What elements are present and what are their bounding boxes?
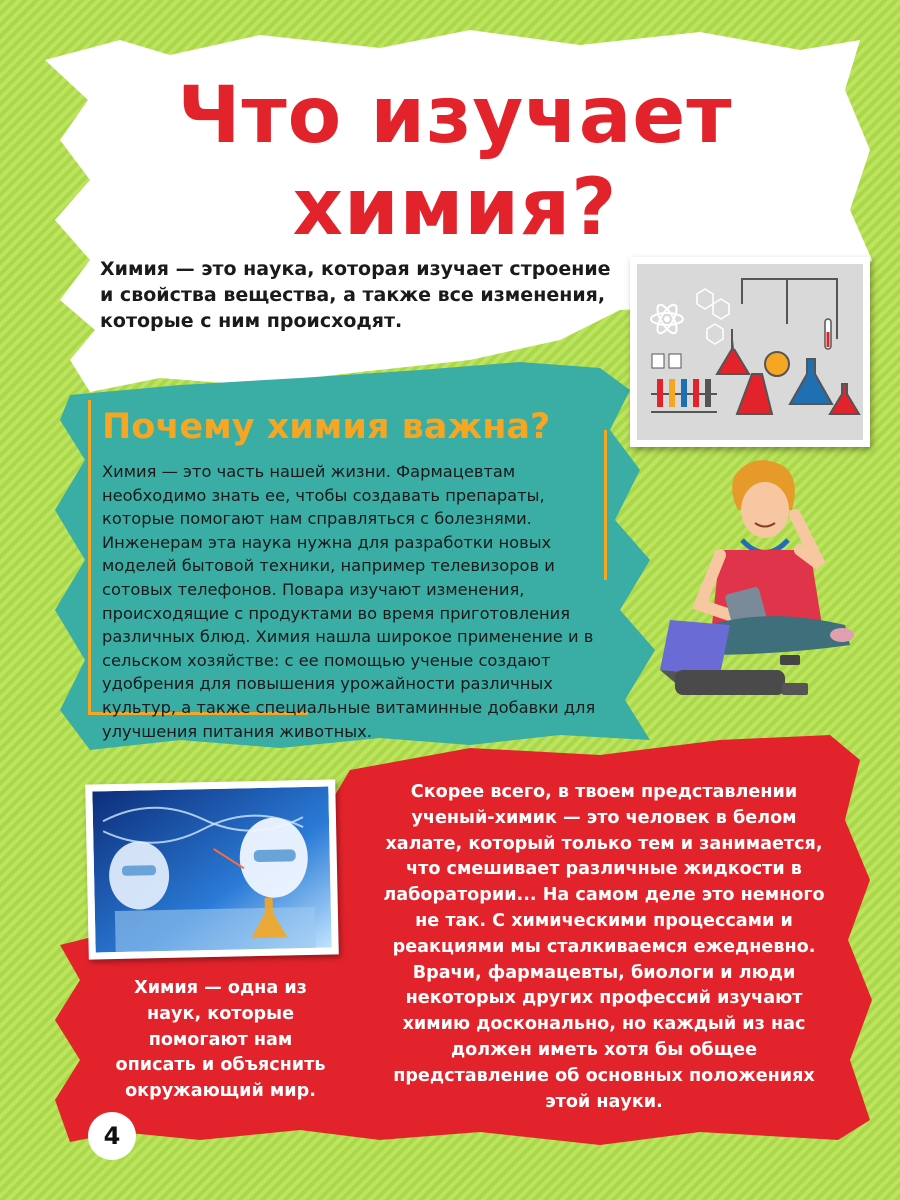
title-line-1: Что изучает — [177, 71, 733, 161]
lab-illustration-card — [630, 257, 870, 447]
title-line-2: химия? — [292, 163, 618, 253]
section-heading: Почему химия важна? — [102, 407, 551, 447]
lab-illustration-icon — [637, 264, 863, 440]
section-paragraph: Химия — это часть нашей жизни. Фармацевтам необходимо знать ее, чтобы создавать препараты, которые помогают нам справляться с болезнями. Инженерам эта наука нужна для разработки новых моделей бытовой техники, например телевизоров и сотовых телефонов. Повара изучают изменения, происходящие с продуктами во время приготовления различных блюд. Химия нашла широкое применение и в сельском хозяйстве: с ее помощью ученые создают удобрения для повышения урожайности различных культур, а также специальные витаминные добавки для улучшения питания животных. — [102, 462, 596, 741]
intro-paragraph: Химия — это наука, которая изучает строение и свойства вещества, а также все изменения, которые с ним происходят. — [100, 258, 611, 332]
red-block-caption: Химия — одна из наук, которые помогают нам описать и объяснить окружающий мир. — [115, 978, 326, 1102]
boy-with-tablet-icon — [660, 455, 860, 705]
page-title — [60, 70, 850, 254]
red-block-paragraph: Скорее всего, в твоем представлении ученый-химик — это человек в белом халате, который только тем и занимается, что смешивает различные жидкости в лаборатории... На самом деле это немного не так. С химическими процессами и реакциями мы сталкиваемся ежедневно. Врачи, фармацевты, биологи и люди некоторых других профессий изучают химию досконально, но каждый из нас должен иметь хотя бы общее представление об основных положениях этой науки. — [383, 782, 825, 1112]
scientists-photo-card — [85, 779, 339, 959]
scientists-photo-icon — [92, 787, 331, 953]
page-number: 4 — [88, 1112, 136, 1160]
yellow-frame-vertical — [88, 400, 91, 715]
yellow-frame-right — [604, 430, 607, 580]
